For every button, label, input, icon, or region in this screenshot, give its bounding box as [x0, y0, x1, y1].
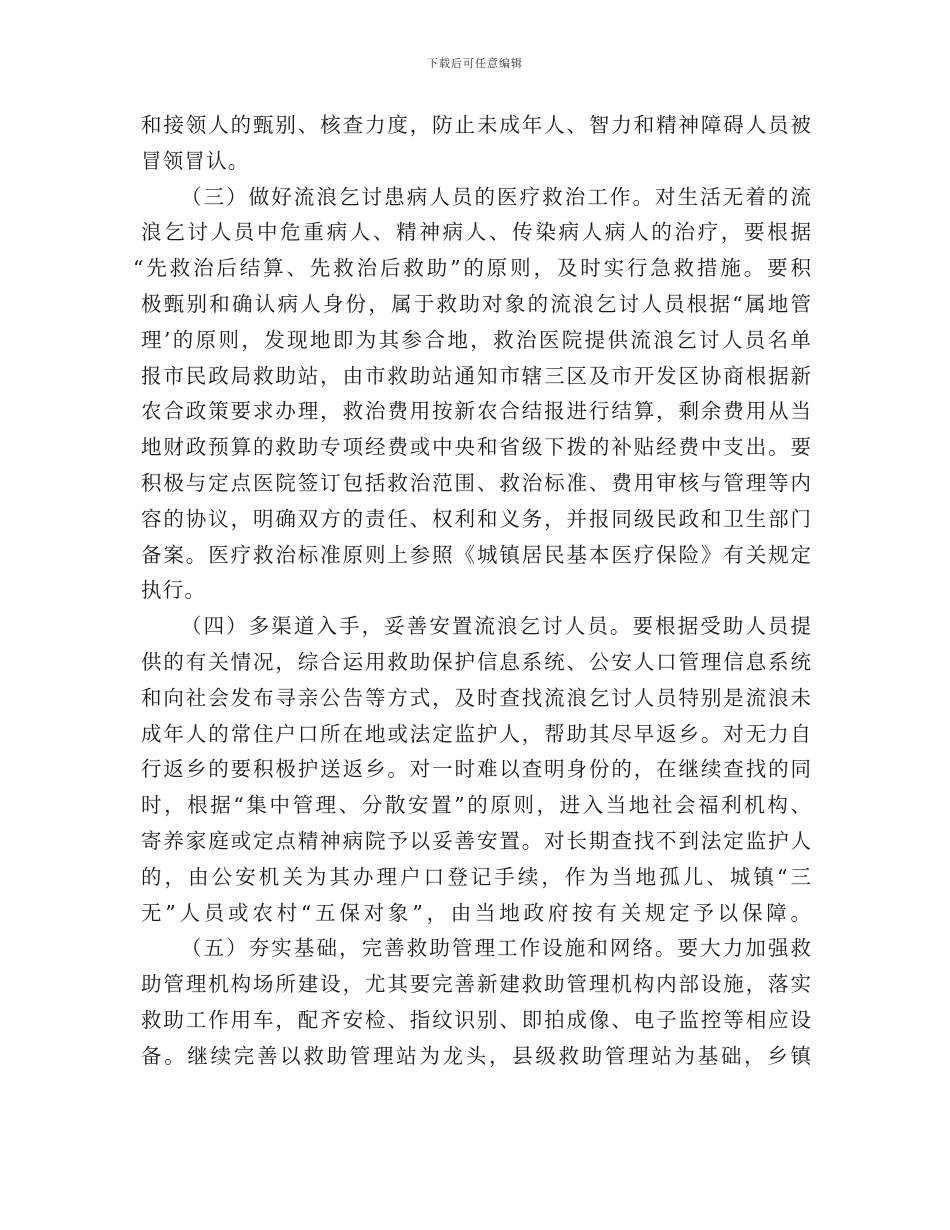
- text-line: 助管理机构场所建设，尤其要完善新建救助管理机构内部设施，落实: [141, 972, 811, 997]
- text-line: 执行。: [141, 578, 207, 603]
- document-body: [133, 108, 811, 1075]
- text-line: 浪乞讨人员中危重病人、精神病人、传染病人病人的治疗，要根据: [141, 220, 811, 245]
- text-line: 容的协议，明确双方的责任、权利和义务，并报同级民政和卫生部门: [141, 506, 811, 531]
- text-line: 无”人员或农村“五保对象”，由当地政府按有关规定予以保障。: [141, 900, 811, 925]
- text-line: 和向社会发布寻亲公告等方式，及时查找流浪乞讨人员特别是流浪未: [141, 685, 811, 710]
- text-line: 极甄别和确认病人身份，属于救助对象的流浪乞讨人员根据“属地管: [141, 291, 811, 316]
- text-line: 时，根据“集中管理、分散安置”的原则，进入当地社会福利机构、: [141, 793, 811, 818]
- text-line: 报市民政局救助站，由市救助站通知市辖三区及市开发区协商根据新: [141, 363, 811, 388]
- text-line: 积极与定点医院签订包括救治范围、救治标准、费用审核与管理等内: [141, 470, 811, 495]
- text-line: 理’的原则，发现地即为其参合地，救治医院提供流浪乞讨人员名单: [141, 327, 811, 352]
- text-line: 救助工作用车，配齐安检、指纹识别、即拍成像、电子监控等相应设: [141, 1007, 811, 1032]
- paragraph-heading-4: （四）多渠道入手，妥善安置流浪乞讨人员。要根据受助人员提: [181, 614, 811, 639]
- text-line: 备案。医疗救治标准原则上参照《城镇居民基本医疗保险》有关规定: [141, 542, 811, 567]
- text-line: 冒领冒认。: [141, 148, 250, 173]
- text-line: “先救治后结算、先救治后救助”的原则，及时实行急救措施。要积: [133, 256, 811, 281]
- text-line: 农合政策要求办理，救治费用按新农合结报进行结算，剩余费用从当: [141, 399, 811, 424]
- text-line: 备。继续完善以救助管理站为龙头，县级救助管理站为基础，乡镇: [141, 1043, 811, 1068]
- text-line: 和接领人的甄别、核查力度，防止未成年人、智力和精神障碍人员被: [141, 113, 811, 137]
- paragraph-heading-3: （三）做好流浪乞讨患病人员的医疗救治工作。对生活无着的流: [181, 184, 811, 209]
- text-line: 成年人的常住户口所在地或法定监护人，帮助其尽早返乡。对无力自: [141, 721, 811, 746]
- page-header: 下载后可任意编辑: [427, 57, 523, 70]
- text-line: 地财政预算的救助专项经费或中央和省级下拨的补贴经费中支出。要: [141, 435, 811, 460]
- paragraph-heading-5: （五）夯实基础，完善救助管理工作设施和网络。要大力加强救: [181, 936, 811, 961]
- text-line: 供的有关情况，综合运用救助保护信息系统、公安人口管理信息系统: [141, 649, 811, 674]
- text-line: 行返乡的要积极护送返乡。对一时难以查明身份的，在继续查找的同: [141, 757, 811, 782]
- text-line: 的，由公安机关为其办理户口登记手续，作为当地孤儿、城镇“三: [141, 864, 811, 889]
- text-line: 寄养家庭或定点精神病院予以妥善安置。对长期查找不到法定监护人: [141, 828, 811, 853]
